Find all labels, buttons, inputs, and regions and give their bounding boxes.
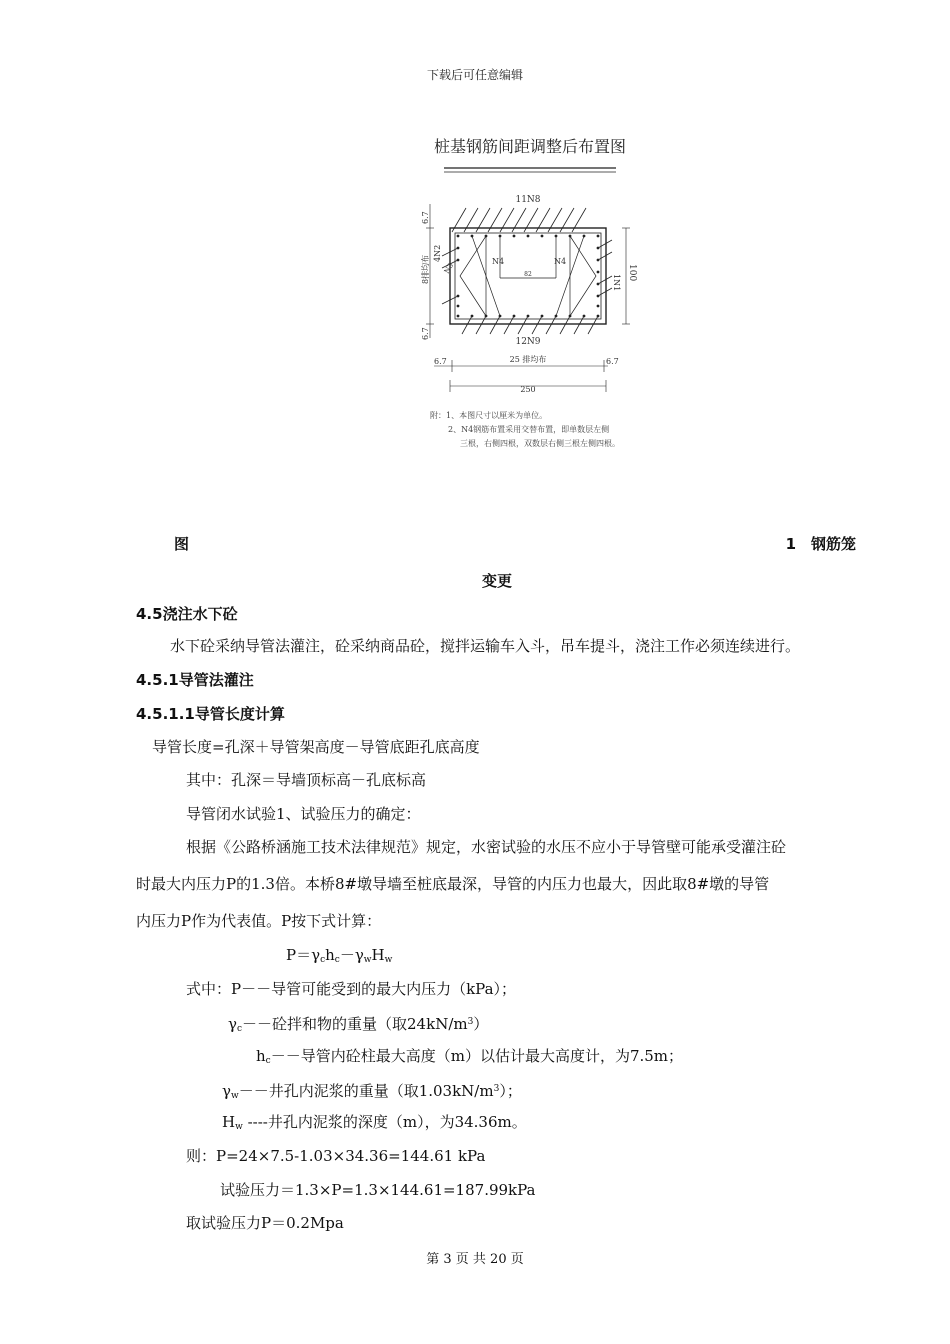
paragraph-basis-3: 内压力P作为代表值。P按下式计算：	[136, 912, 382, 930]
caption-right: 1 钢筋笼	[785, 535, 856, 553]
page-footer: 第 3 页 共 20 页	[426, 1252, 524, 1267]
paragraph-basis-2: 时最大内压力P的1.3倍。本桥8#墩导墙至桩底最深，导管的内压力也最大，因此取8#墩的导管	[136, 875, 770, 893]
calculation-p: 则：P=24×7.5-1.03×34.36=144.61 kPa	[186, 1147, 486, 1165]
formula-p: $P=\gamma_ch_c-\gamma_wH_w$	[286, 946, 393, 965]
label-top-bars: 11N8	[515, 195, 541, 205]
label-dim-mid: 25 排均布	[509, 355, 547, 364]
label-dim-total: 250	[520, 385, 536, 394]
left-dots	[457, 247, 460, 308]
paragraph-test: 导管闭水试验1、试验压力的确定：	[186, 805, 421, 823]
caption-line2: 变更	[481, 572, 512, 590]
label-left-bot-dim: 6.7	[421, 327, 430, 340]
figure-note-3: 三根，右侧四根，双数层右侧三根左侧四根。	[460, 439, 620, 448]
label-n4-left: N4	[492, 257, 505, 266]
label-left-span: 8排均布	[421, 254, 430, 284]
definition-p: 式中：P－－导管可能受到的最大内压力（kPa）；	[186, 980, 517, 998]
label-bottom-bars: 12N9	[515, 337, 541, 347]
definition-gamma-c: $\gamma_c--$砼拌和物的重量（取$24kN/m^3$）	[228, 1015, 489, 1034]
figure-title: 桩基钢筋间距调整后布置图	[433, 137, 627, 156]
definition-hw: $H_w$ ----井孔内泥浆的深度（m），为34.36m。	[222, 1113, 527, 1132]
heading-4-5-1-1: 4.5.1.1导管长度计算	[136, 705, 285, 723]
calculation-test-pressure: 试验压力＝1.3×P=1.3×144.61=187.99kPa	[220, 1181, 536, 1199]
right-dots	[597, 247, 600, 308]
right-side-bars	[598, 240, 612, 296]
paragraph-4-5: 水下砼采纳导管法灌注，砼采纳商品砼，搅拌运输车入斗，吊车提斗，浇注工作必须连续进行。	[170, 637, 801, 655]
paragraph-basis-1: 根据《公路桥涵施工技术法律规范》规定，水密试验的水压不应小于导管壁可能承受灌注砼	[186, 838, 787, 856]
top-dots	[457, 235, 600, 238]
label-dim-right: 6.7	[606, 357, 619, 366]
label-n4-right: N4	[554, 257, 567, 266]
figure-note-1: 附：1、本图尺寸以厘米为单位。	[430, 411, 548, 420]
figure-note-2: 2、N4钢筋布置采用交替布置，即单数层左侧	[448, 425, 610, 434]
heading-4-5: 4.5浇注水下砼	[136, 605, 238, 623]
paragraph-pipe-length: 导管长度=孔深＋导管架高度－导管底距孔底高度	[152, 738, 480, 756]
page-header: 下载后可任意编辑	[426, 68, 523, 82]
definition-gamma-w: $\gamma_w--$井孔内泥浆的重量（取$1.03kN/m^3$）；	[222, 1082, 522, 1101]
label-right-n1: 1N1	[612, 274, 621, 292]
label-right-dim: 100	[627, 264, 637, 282]
definition-hc: $h_c--$导管内砼柱最大高度（m）以估计最大高度计，为7.5m；	[256, 1047, 684, 1066]
calculation-take: 取试验压力P＝0.2Mpa	[186, 1214, 344, 1232]
label-left-n3: N3	[442, 261, 456, 275]
paragraph-where: 其中：孔深＝导墙顶标高－孔底标高	[186, 771, 427, 789]
label-dim-left: 6.7	[434, 357, 447, 366]
heading-4-5-1: 4.5.1导管法灌注	[136, 671, 254, 689]
label-center-dim: 82	[524, 271, 532, 278]
caption-left: 图	[174, 535, 190, 553]
label-left-top-dim: 6.7	[421, 211, 430, 224]
label-left-n2: 4N2	[433, 244, 442, 262]
rebar-layout-drawing	[400, 128, 660, 458]
